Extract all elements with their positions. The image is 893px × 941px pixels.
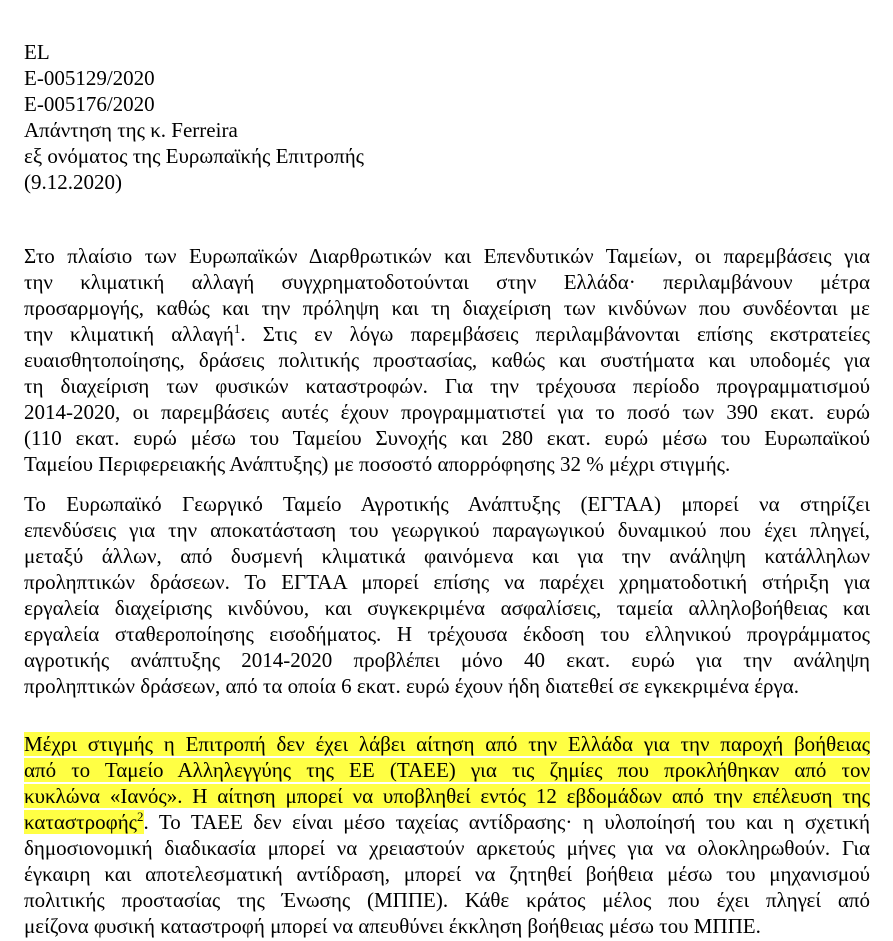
text-line: εργαλεία σταθεροποίησης εισοδήματος. Η τρέχουσα έκδοση του ελληνικού προγράμματος bbox=[24, 622, 870, 646]
text-line: ευαισθητοποίησης, δράσεις πολιτικής προστασίας, καθώς και συστήματα και υποδομές για bbox=[24, 348, 870, 372]
paragraph-solidarity-fund bbox=[24, 731, 870, 939]
text-line: δημοσιονομική διαδικασία μπορεί να χρειαστούν αρκετούς μήνες για να ολοκληρωθούν. Για bbox=[24, 836, 870, 860]
text-line: Ταμείου Περιφερειακής Ανάπτυξης) με ποσοστό απορρόφησης 32 % μέχρι στιγμής. bbox=[24, 452, 731, 476]
text-line: Το Ευρωπαϊκό Γεωργικό Ταμείο Αγροτικής Ανάπτυξης (ΕΓΤΑΑ) μπορεί να στηρίζει bbox=[24, 492, 870, 516]
text-segment: . Το ΤΑΕΕ δεν είναι μέσο ταχείας αντίδρασης· η υλοποίησή του και η σχετική bbox=[143, 810, 870, 834]
text-line bbox=[24, 809, 870, 835]
text-line: Στο πλαίσιο των Ευρωπαϊκών Διαρθρωτικών και Επενδυτικών Ταμείων, οι παρεμβάσεις για bbox=[24, 244, 870, 268]
answer-on-behalf: εξ ονόματος της Ευρωπαϊκής Επιτροπής bbox=[24, 144, 364, 168]
highlighted-text-line bbox=[24, 731, 870, 757]
text-line: έγκαιρη και αποτελεσματική αντίδραση, μπορεί να ζητηθεί βοήθεια μέσω του μηχανισμού bbox=[24, 862, 870, 886]
text-line: εργαλεία διαχείρισης κινδύνου, και συγκεκριμένα ασφαλίσεις, ταμεία αλληλοβοήθειας και bbox=[24, 596, 870, 620]
question-reference-1: E-005129/2020 bbox=[24, 66, 155, 90]
text-line: τη διαχείριση των φυσικών καταστροφών. Για την τρέχουσα περίοδο προγραμματισμού bbox=[24, 374, 870, 398]
language-code: EL bbox=[24, 40, 50, 64]
highlighted-text-line bbox=[24, 783, 870, 809]
text-line: (110 εκατ. ευρώ μέσω του Ταμείου Συνοχής και 280 εκατ. ευρώ μέσω του Ευρωπαϊκού bbox=[24, 426, 870, 450]
text-line: πολιτικής προστασίας της Ένωσης (ΜΠΠΕ). Κάθε κράτος μέλος που έχει πληγεί από bbox=[24, 888, 870, 912]
text-segment: καταστροφής bbox=[24, 810, 137, 834]
text-line: προληπτικών δράσεων, από τα οποία 6 εκατ. ευρώ έχουν ήδη διατεθεί σε εγκεκριμένα έργα. bbox=[24, 674, 800, 698]
text-line: 2014-2020, οι παρεμβάσεις αυτές έχουν προγραμματιστεί για το ποσό των 390 εκατ. ευρώ bbox=[24, 400, 870, 424]
highlight: από το Ταμείο Αλληλεγγύης της ΕΕ (ΤΑΕΕ) για τις ζημίες που προκλήθηκαν από τον bbox=[24, 758, 870, 782]
highlighted-text-line bbox=[24, 757, 870, 783]
text-segment: . Στις εν λόγω παρεμβάσεις περιλαμβάνονται επίσης εκστρατείες bbox=[240, 322, 870, 346]
highlight bbox=[24, 810, 144, 834]
footnote-ref-1: 1 bbox=[233, 321, 241, 336]
text-line: αγροτικής ανάπτυξης 2014-2020 προβλέπει μόνο 40 εκατ. ευρώ για την ανάληψη bbox=[24, 648, 870, 672]
paragraph-structural-funds bbox=[24, 243, 870, 477]
text-line: επενδύσεις για την αποκατάσταση του γεωργικού παραγωγικού δυναμικού που έχει πληγεί, bbox=[24, 518, 870, 542]
question-reference-2: E-005176/2020 bbox=[24, 92, 155, 116]
paragraph-eafrd bbox=[24, 491, 870, 699]
answer-author: Απάντηση της κ. Ferreira bbox=[24, 118, 238, 142]
text-line: μείζονα φυσική καταστροφή μπορεί να απευθύνει έκκληση βοήθειας μέσω του ΜΠΠΕ. bbox=[24, 914, 761, 938]
text-line bbox=[24, 321, 870, 347]
text-line: προσαρμογής, καθώς και την πρόληψη και τη διαχείριση των κινδύνων που συνδέονται με bbox=[24, 296, 870, 320]
answer-date: (9.12.2020) bbox=[24, 170, 122, 194]
highlight: Μέχρι στιγμής η Επιτροπή δεν έχει λάβει αίτηση από την Ελλάδα για την παροχή βοήθειας bbox=[24, 732, 870, 756]
document-header bbox=[24, 39, 874, 195]
text-line: την κλιματική αλλαγή συγχρηματοδοτούνται στην Ελλάδα· περιλαμβάνουν μέτρα bbox=[24, 270, 870, 294]
text-line: προληπτικών δράσεων. Το ΕΓΤΑΑ μπορεί επίσης να παρέχει χρηματοδοτική στήριξη για bbox=[24, 570, 870, 594]
highlight: κυκλώνα «Ιανός». Η αίτηση μπορεί να υποβληθεί εντός 12 εβδομάδων από την επέλευση της bbox=[24, 784, 870, 808]
footnote-ref-2: 2 bbox=[137, 809, 144, 824]
text-segment: την κλιματική αλλαγή bbox=[24, 322, 234, 346]
text-line: μεταξύ άλλων, από δυσμενή κλιματικά φαινόμενα και για την ανάληψη κατάλληλων bbox=[24, 544, 870, 568]
